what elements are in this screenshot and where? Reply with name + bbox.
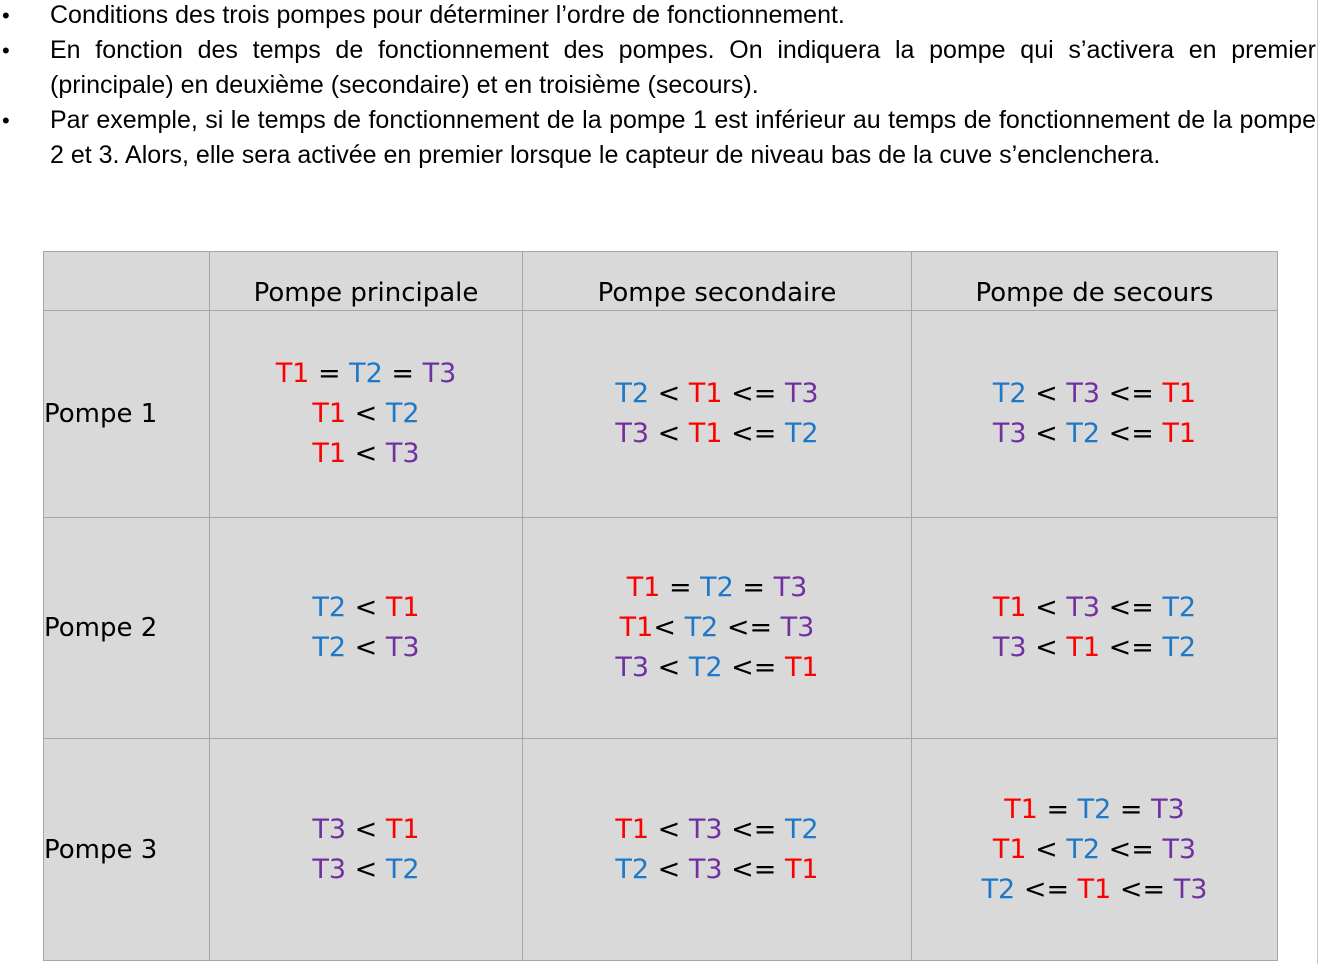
time-t2: T2 xyxy=(312,592,347,623)
time-t1: T1 xyxy=(1162,378,1197,409)
time-t2: T2 xyxy=(615,378,650,409)
condition-cell xyxy=(523,518,912,739)
operator: < xyxy=(346,853,386,885)
bullet-item xyxy=(0,33,1316,103)
row-header: Pompe 3 xyxy=(44,739,210,961)
time-t3: T3 xyxy=(992,632,1027,663)
time-t2: T2 xyxy=(684,612,719,643)
time-t2: T2 xyxy=(700,572,734,603)
bullet-text: Par exemple, si le temps de fonctionnement de la pompe 1 est inférieur au temps de fonctionnement de la pompe 2 et 3. Alors, elle sera activée en premier lorsque le capteur de niveau bas de la cuve s’enclenchera. xyxy=(50,106,1316,169)
time-t3: T3 xyxy=(1151,793,1185,825)
table-row xyxy=(44,739,1278,961)
pump-conditions-table xyxy=(43,251,1278,961)
operator: = xyxy=(1037,793,1078,825)
operator: < xyxy=(649,652,689,683)
time-t2: T2 xyxy=(1066,833,1101,865)
operator: <= xyxy=(722,853,785,885)
operator: < xyxy=(346,813,386,845)
condition-line xyxy=(210,628,522,668)
time-t2: T2 xyxy=(615,853,650,885)
column-header-secours: Pompe de secours xyxy=(912,252,1278,311)
bullet-icon: • xyxy=(2,3,10,28)
operator: < xyxy=(649,813,689,845)
time-t2: T2 xyxy=(385,398,420,429)
row-header: Pompe 2 xyxy=(44,518,210,739)
condition-line xyxy=(523,374,911,414)
time-t1: T1 xyxy=(1077,873,1112,905)
condition-cell xyxy=(912,739,1278,961)
operator: <= xyxy=(1100,833,1163,865)
time-t3: T3 xyxy=(1066,592,1101,623)
operator: < xyxy=(1026,833,1067,865)
time-t3: T3 xyxy=(773,572,808,603)
time-t3: T3 xyxy=(1173,873,1208,905)
time-t3: T3 xyxy=(784,378,819,409)
time-t2: T2 xyxy=(784,418,819,449)
operator: = xyxy=(1111,793,1152,825)
operator: <= xyxy=(722,652,785,683)
condition-line xyxy=(912,830,1277,870)
time-t1: T1 xyxy=(784,853,819,885)
time-t1: T1 xyxy=(626,572,661,603)
row-header: Pompe 1 xyxy=(44,311,210,518)
operator: <= xyxy=(1100,632,1163,663)
operator: < xyxy=(1026,592,1067,623)
condition-line xyxy=(210,810,522,850)
time-t2: T2 xyxy=(349,358,383,389)
time-t3: T3 xyxy=(1066,378,1101,409)
time-t1: T1 xyxy=(992,833,1027,865)
time-t3: T3 xyxy=(688,813,723,845)
operator: <= xyxy=(1100,592,1163,623)
time-t2: T2 xyxy=(385,853,420,885)
bullet-item xyxy=(0,103,1316,173)
operator: <= xyxy=(722,418,785,449)
condition-cell xyxy=(912,518,1278,739)
operator: < xyxy=(1026,632,1067,663)
time-t1: T1 xyxy=(1004,793,1038,825)
condition-line xyxy=(210,588,522,628)
time-t2: T2 xyxy=(688,652,723,683)
operator: < xyxy=(346,398,386,429)
condition-line xyxy=(912,790,1277,830)
time-t3: T3 xyxy=(385,632,420,663)
time-t3: T3 xyxy=(615,418,650,449)
condition-cell xyxy=(210,311,523,518)
operator: < xyxy=(653,612,685,643)
time-t2: T2 xyxy=(1066,418,1101,449)
operator: < xyxy=(346,592,386,623)
time-t1: T1 xyxy=(312,398,347,429)
condition-cell xyxy=(523,311,912,518)
time-t1: T1 xyxy=(275,358,310,389)
corner-cell xyxy=(44,252,210,311)
operator: = xyxy=(660,572,701,603)
time-t1: T1 xyxy=(688,378,723,409)
condition-line xyxy=(912,870,1277,910)
operator: < xyxy=(649,378,689,409)
condition-cell xyxy=(210,518,523,739)
operator: < xyxy=(1026,418,1067,449)
bullet-text: Conditions des trois pompes pour déterminer l’ordre de fonctionnement. xyxy=(50,1,845,29)
column-header-principale: Pompe principale xyxy=(210,252,523,311)
operator: < xyxy=(346,632,386,663)
time-t3: T3 xyxy=(615,652,650,683)
condition-line xyxy=(912,628,1277,668)
condition-line xyxy=(523,414,911,454)
operator: = xyxy=(309,358,350,389)
time-t2: T2 xyxy=(1162,632,1197,663)
condition-cell xyxy=(523,739,912,961)
time-t1: T1 xyxy=(385,813,420,845)
condition-line xyxy=(210,354,522,394)
time-t1: T1 xyxy=(1066,632,1101,663)
time-t1: T1 xyxy=(1162,418,1197,449)
condition-line xyxy=(523,648,911,688)
time-t3: T3 xyxy=(312,813,347,845)
operator: <= xyxy=(718,612,781,643)
time-t1: T1 xyxy=(385,592,420,623)
time-t1: T1 xyxy=(784,652,819,683)
time-t1: T1 xyxy=(615,813,650,845)
operator: < xyxy=(649,853,689,885)
time-t1: T1 xyxy=(992,592,1027,623)
operator: <= xyxy=(722,813,785,845)
time-t3: T3 xyxy=(1162,833,1197,865)
operator: <= xyxy=(1111,873,1174,905)
operator: <= xyxy=(1100,418,1163,449)
condition-line xyxy=(523,850,911,890)
time-t3: T3 xyxy=(312,853,347,885)
condition-line xyxy=(523,810,911,850)
condition-line xyxy=(523,568,911,608)
condition-line xyxy=(912,588,1277,628)
column-header-secondaire: Pompe secondaire xyxy=(523,252,912,311)
condition-line xyxy=(912,414,1277,454)
time-t3: T3 xyxy=(422,358,457,389)
table-row xyxy=(44,518,1278,739)
time-t2: T2 xyxy=(981,873,1016,905)
time-t3: T3 xyxy=(780,612,815,643)
condition-line xyxy=(523,608,911,648)
operator: < xyxy=(346,438,386,469)
bullet-icon: • xyxy=(2,108,10,133)
time-t1: T1 xyxy=(619,612,654,643)
operator: = xyxy=(733,572,774,603)
operator: = xyxy=(382,358,423,389)
time-t3: T3 xyxy=(992,418,1027,449)
time-t2: T2 xyxy=(312,632,347,663)
time-t2: T2 xyxy=(784,813,819,845)
time-t2: T2 xyxy=(1162,592,1197,623)
operator: <= xyxy=(722,378,785,409)
time-t1: T1 xyxy=(312,438,347,469)
time-t3: T3 xyxy=(385,438,420,469)
time-t1: T1 xyxy=(688,418,723,449)
bullet-icon: • xyxy=(2,38,10,63)
condition-line xyxy=(912,374,1277,414)
condition-line xyxy=(210,850,522,890)
condition-line xyxy=(210,434,522,474)
time-t2: T2 xyxy=(1077,793,1112,825)
table-row xyxy=(44,311,1278,518)
operator: <= xyxy=(1015,873,1078,905)
page-right-border xyxy=(1317,0,1318,964)
bullet-list xyxy=(0,0,1316,173)
operator: < xyxy=(1026,378,1067,409)
table-header-row xyxy=(44,252,1278,311)
condition-cell xyxy=(912,311,1278,518)
time-t3: T3 xyxy=(688,853,723,885)
condition-cell xyxy=(210,739,523,961)
bullet-item xyxy=(0,0,1316,33)
condition-line xyxy=(210,394,522,434)
operator: <= xyxy=(1100,378,1163,409)
time-t2: T2 xyxy=(992,378,1027,409)
operator: < xyxy=(649,418,689,449)
bullet-text: En fonction des temps de fonctionnement des pompes. On indiquera la pompe qui s’activera en premier (principale) en deuxième (secondaire) et en troisième (secours). xyxy=(50,36,1316,99)
